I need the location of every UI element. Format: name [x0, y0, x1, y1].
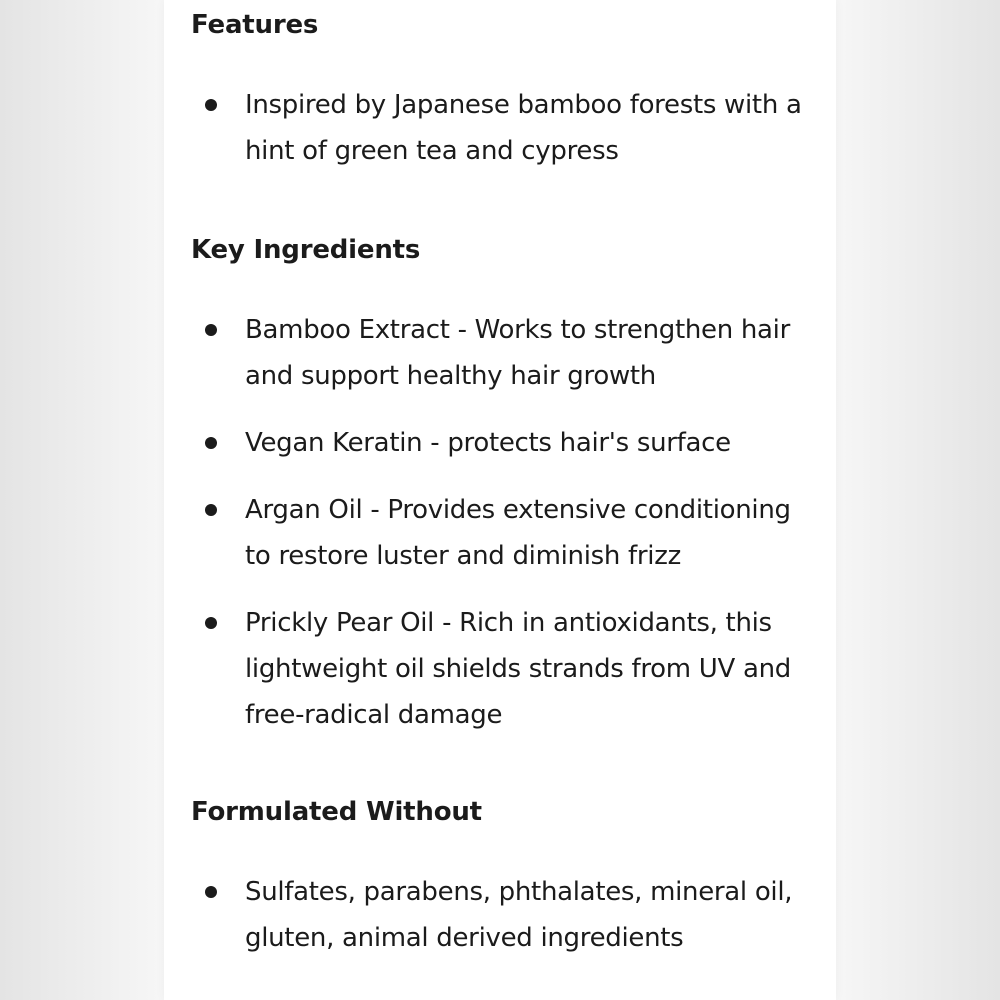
ingredient-text: Prickly Pear Oil - Rich in antioxidants, this lightweight oil shields strands from UV and free-radical damage: [245, 608, 791, 730]
formulated-without-heading: Formulated Without: [191, 797, 482, 827]
bullet-dot-icon: [205, 886, 217, 898]
features-heading: Features: [191, 10, 319, 40]
product-details-panel[interactable]: [164, 0, 836, 1000]
excluded-text: Sulfates, parabens, phthalates, mineral oil, gluten, animal derived ingredients: [245, 877, 793, 953]
feature-text: Inspired by Japanese bamboo forests with a hint of green tea and cypress: [245, 90, 802, 166]
bullet-dot-icon: [205, 617, 217, 629]
list-item: [191, 600, 811, 738]
ingredient-text: Bamboo Extract - Works to strengthen hair and support healthy hair growth: [245, 315, 790, 391]
bullet-dot-icon: [205, 324, 217, 336]
product-details-content: [191, 0, 811, 961]
list-item: [191, 869, 811, 961]
bullet-dot-icon: [205, 99, 217, 111]
bullet-dot-icon: [205, 504, 217, 516]
key-ingredients-heading: Key Ingredients: [191, 235, 421, 265]
ingredient-text: Vegan Keratin - protects hair's surface: [245, 428, 731, 458]
key-ingredients-list: [191, 307, 811, 738]
list-item: [191, 487, 811, 579]
list-item: [191, 420, 811, 466]
list-item: [191, 82, 811, 174]
features-list: [191, 82, 811, 174]
ingredient-text: Argan Oil - Provides extensive conditioning to restore luster and diminish frizz: [245, 495, 791, 571]
formulated-without-list: [191, 869, 811, 961]
list-item: [191, 307, 811, 399]
bullet-dot-icon: [205, 437, 217, 449]
